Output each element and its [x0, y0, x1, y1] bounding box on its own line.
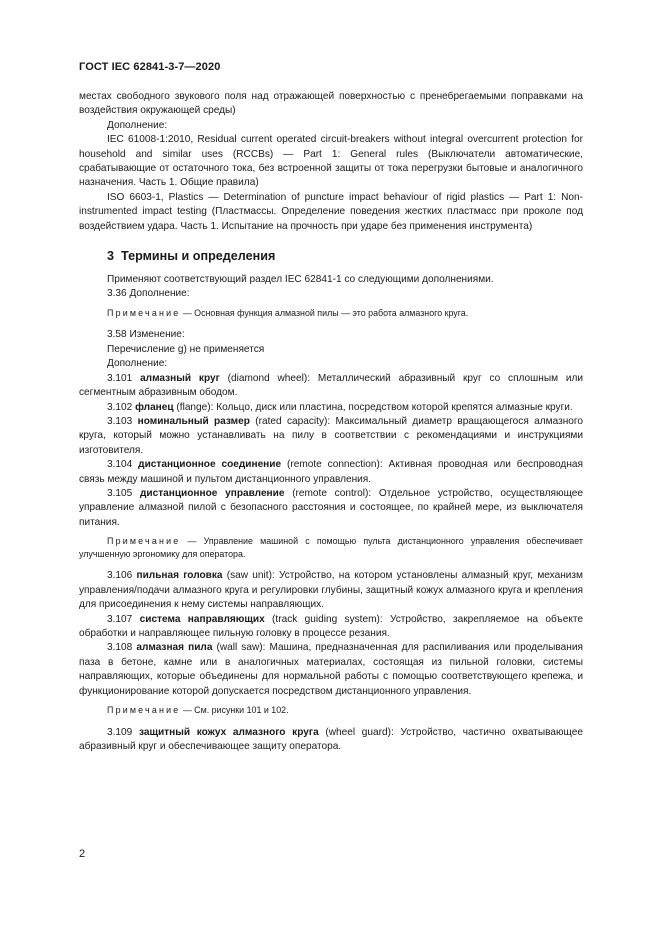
paragraph-addition-2: Дополнение: [107, 358, 168, 370]
definition-number: 3.105 [107, 487, 140, 499]
note-text: — Управление машиной с помощью пульта дистанционного управления обеспечивает улучшенную эргономику для оператора. [79, 536, 583, 559]
definition-number: 3.106 [107, 570, 137, 582]
definition-text: (flange): Кольцо, диск или пластина, посредством которой крепятся алмазные круги. [173, 401, 573, 413]
definition-term: система направляющих [139, 613, 265, 625]
paragraph-continuation: местах свободного звукового поля над отражающей поверхностью с пренебрегаемыми поправками на воздействия окружающей среды) [79, 91, 583, 117]
definition-number: 3.107 [107, 613, 140, 625]
note-text: — Основная функция алмазной пилы — это работа алмазного круга. [180, 307, 469, 318]
clause-3-36: 3.36 Дополнение: [107, 288, 190, 300]
definition-3-107 [79, 613, 583, 642]
paragraph-enumeration: Перечисление g) не применяется [107, 343, 265, 355]
definition-text: (rated capacity): Максимальный диаметр вращающегося алмазного круга, который можно устанавливать на пилу в соответствии с рекомендациями и инструкциями изготовителя. [79, 415, 583, 456]
paragraph-iec-61008: IEC 61008-1:2010, Residual current operated circuit-breakers without integral overcurrent protection for household and similar uses (RCCBs) — Part 1: General rules (Выключатели автоматические, срабатывающие от остаточного тока, без встроенной защиты от тока перегрузки бытовые и аналогичного назначения. Часть 1. Общие правила) [79, 134, 583, 189]
document-header: ГОСТ IEC 62841-3-7—2020 [79, 61, 221, 73]
note-text: — См. рисунки 101 и 102. [180, 705, 289, 715]
definition-text: (track guiding system): Устройство, закрепляемое на объекте обработки и направляющее пильную головку в процессе резания. [79, 613, 583, 639]
definition-number: 3.109 [107, 726, 139, 738]
definition-term: пильная головка [136, 570, 223, 582]
definition-3-103 [79, 415, 583, 458]
definition-number: 3.101 [107, 372, 141, 384]
note-label: Примечание [107, 536, 181, 547]
paragraph-addition: Дополнение: [107, 119, 168, 131]
definition-term: номинальный размер [137, 415, 250, 427]
definition-3-109 [79, 726, 583, 755]
definition-number: 3.102 [107, 401, 136, 413]
definition-text: (wall saw): Машина, предназначенная для распиливания или проделывания паза в бетоне, камне или в аналогичных материалах, состоящая из пильной головки, системы направляющих, которые объединены для нормальной работы с помощью соответствующего крепежа, и функционирование которой допускается посредством дистанционного управления. [79, 642, 583, 697]
definition-3-108 [79, 641, 583, 699]
definition-text: (wheel guard): Устройство, частично охватывающее абразивный круг и обеспечивающее защиту оператора. [79, 726, 583, 752]
definition-text: (diamond wheel): Металлический абразивный круг со сплошным или сегментным абразивным ободом. [79, 372, 583, 399]
definition-text: (remote connection): Активная проводная или беспроводная связь между машиной и пультом дистанционного управления. [79, 459, 583, 485]
definition-3-105 [79, 487, 583, 530]
note-2 [79, 535, 583, 560]
definition-3-101 [79, 372, 583, 401]
definition-text: (remote control): Отдельное устройство, осуществляющее управление алмазной пилой с безопасного расстояния и состоящее, по крайней мере, из выключателя питания. [79, 487, 583, 528]
paragraph-iso-6603: ISO 6603-1, Plastics — Determination of puncture impact behaviour of rigid plastics — Part 1: Non-instrumented impact testing (Пластмассы. Определение поведения жестких пластмасс при проколе под воздействием удара. Часть 1. Испытание на прочность при ударе без применения инструмента) [79, 191, 583, 232]
definition-term: алмазный круг [140, 372, 220, 384]
document-body [79, 90, 583, 754]
page-number: 2 [79, 848, 86, 860]
definition-term: алмазная пила [136, 642, 213, 654]
definition-3-102 [79, 401, 583, 415]
definition-3-106 [79, 569, 583, 612]
note-label: Примечание [107, 705, 181, 715]
section-title: Термины и определения [121, 249, 276, 264]
definition-term: дистанционное управление [139, 487, 285, 499]
definition-number: 3.108 [107, 642, 137, 654]
section-number: 3 [107, 249, 115, 264]
note-3 [79, 704, 583, 717]
definition-term: фланец [135, 401, 174, 413]
definition-term: защитный кожух алмазного круга [138, 726, 319, 738]
definition-term: дистанционное соединение [138, 459, 282, 471]
note-label: Примечание [107, 307, 181, 318]
definition-number: 3.104 [107, 459, 139, 471]
note-1 [79, 307, 583, 320]
clause-3-58: 3.58 Изменение: [107, 329, 185, 341]
paragraph-apply: Применяют соответствующий раздел IEC 62841-1 со следующими дополнениями. [107, 274, 494, 286]
section-heading [79, 248, 583, 264]
definition-number: 3.103 [107, 415, 138, 427]
definition-3-104 [79, 458, 583, 487]
definition-text: (saw unit): Устройство, на котором установлены алмазный круг, механизм управления/подачи алмазного круга и регулировки глубины, защитный кожух алмазного круга и крепления для присоединения к нему системы направляющих. [79, 570, 583, 611]
